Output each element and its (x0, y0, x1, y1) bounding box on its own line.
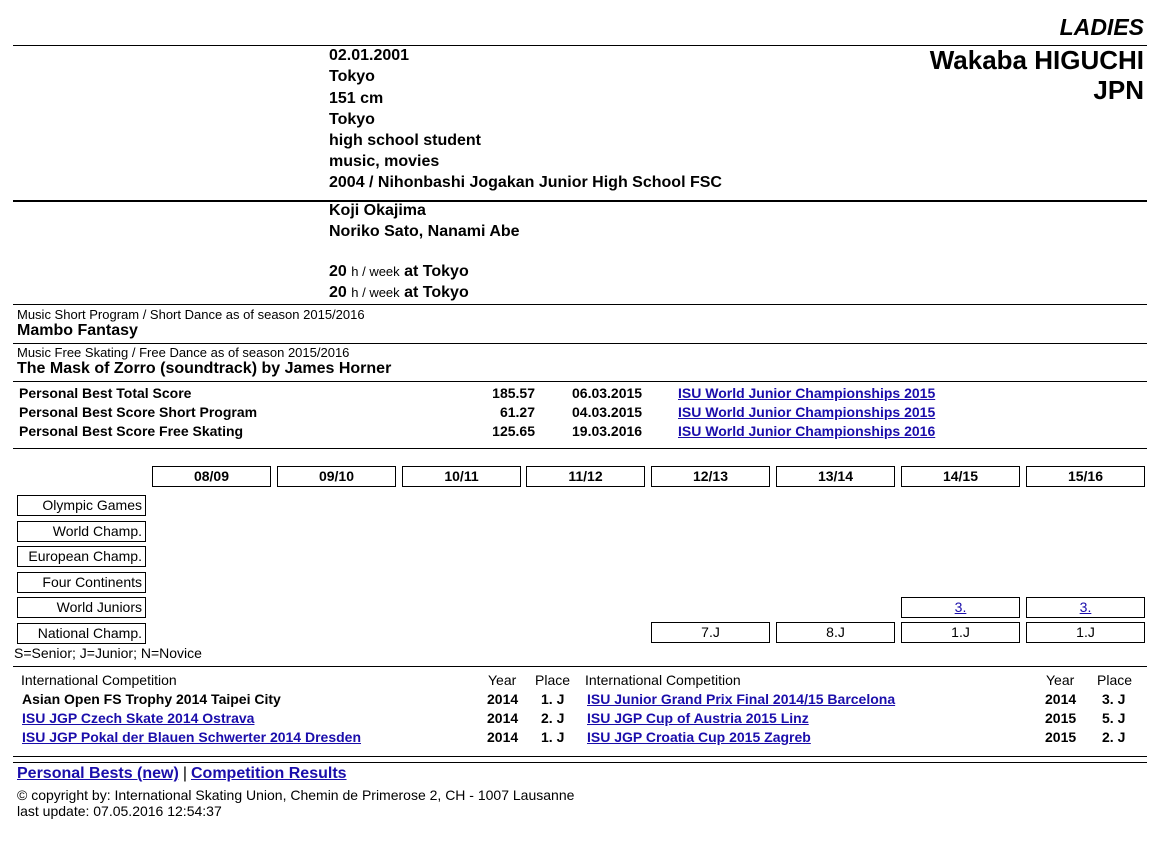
practice-high-hours: 20 (329, 284, 347, 301)
choreographer-value: Noriko Sato, Nanami Abe (329, 223, 520, 240)
category-title: LADIES (1059, 14, 1144, 40)
intl-comp-year: 2014 (487, 691, 519, 707)
last-update-text: last update: 07.05.2016 12:54:37 (17, 803, 222, 819)
legend: S=Senior; J=Junior; N=Novice (14, 645, 202, 661)
champ-label-four-continents: Four Continents (17, 572, 146, 593)
intl-comp-place: 2. J (1102, 729, 1126, 745)
practice-low-place: at Tokyo (404, 263, 469, 280)
skater-country: JPN (1093, 75, 1144, 105)
champ-label-olympic: Olympic Games (17, 495, 146, 516)
bio-value: Tokyo (329, 111, 375, 128)
intl-comp-link[interactable]: ISU Junior Grand Prix Final 2014/15 Barcelona (587, 691, 896, 707)
music-sp-caption: Music Short Program / Short Dance as of season 2015/2016 (17, 307, 365, 322)
intl-header-competition: International Competition (21, 672, 177, 688)
season-cell: 11/12 (526, 466, 645, 487)
pb-date: 19.03.2016 (572, 423, 643, 439)
footer-links (17, 765, 347, 783)
practice-high-value (329, 284, 469, 302)
divider (13, 762, 1147, 763)
pb-date: 04.03.2015 (572, 404, 643, 420)
bio-value: 2004 / Nihonbashi Jogakan Junior High School FSC (329, 174, 722, 191)
intl-comp-place: 2. J (541, 710, 565, 726)
intl-comp-year: 2015 (1045, 729, 1077, 745)
intl-header-place: Place (535, 672, 571, 688)
divider (13, 304, 1147, 305)
champ-label-national: National Champ. (17, 623, 146, 644)
practice-low-unit: h / week (351, 264, 400, 279)
divider (13, 448, 1147, 449)
pb-score: 61.27 (499, 404, 535, 420)
champ-label-european: European Champ. (17, 546, 146, 567)
season-cell: 09/10 (277, 466, 396, 487)
result-link[interactable]: 3. (1079, 599, 1092, 615)
pb-score: 125.65 (492, 423, 535, 439)
divider (13, 343, 1147, 344)
result-cell: 7.J (651, 622, 770, 643)
pb-row (19, 404, 1139, 423)
bio-value: 151 cm (329, 90, 384, 107)
copyright-text: © copyright by: International Skating Union, Chemin de Primerose 2, CH - 1007 Lausanne (17, 787, 575, 803)
result-link[interactable]: 3. (954, 599, 967, 615)
pb-date: 06.03.2015 (572, 385, 643, 401)
result-cell[interactable] (1026, 597, 1145, 618)
skater-name: Wakaba HIGUCHI (929, 45, 1144, 75)
pb-event-link[interactable]: ISU World Junior Championships 2015 (678, 404, 936, 420)
result-cell[interactable] (901, 597, 1020, 618)
bio-value: 02.01.2001 (329, 47, 410, 64)
champ-label-world: World Champ. (17, 521, 146, 542)
season-cell: 12/13 (651, 466, 770, 487)
practice-high-unit: h / week (351, 285, 400, 300)
result-cell: 1.J (901, 622, 1020, 643)
intl-comp-year: 2014 (487, 729, 519, 745)
intl-comp-link[interactable]: ISU JGP Czech Skate 2014 Ostrava (22, 710, 255, 726)
personal-bests-link[interactable]: Personal Bests (new) (17, 765, 179, 782)
champ-label-world-juniors: World Juniors (17, 597, 146, 618)
music-sp-title: Mambo Fantasy (17, 322, 138, 339)
divider (13, 200, 1147, 202)
season-cell: 14/15 (901, 466, 1020, 487)
practice-low-hours: 20 (329, 263, 347, 280)
divider (13, 756, 1147, 757)
intl-comp-name: Asian Open FS Trophy 2014 Taipei City (22, 691, 281, 707)
skater-name-block (930, 45, 1144, 105)
pb-row (19, 423, 1139, 442)
intl-header-place: Place (1097, 672, 1133, 688)
divider (13, 381, 1147, 382)
season-cell: 13/14 (776, 466, 895, 487)
intl-header-year: Year (488, 672, 517, 688)
intl-comp-place: 1. J (541, 729, 565, 745)
competition-results-link[interactable]: Competition Results (190, 765, 347, 782)
intl-comp-link[interactable]: ISU JGP Croatia Cup 2015 Zagreb (587, 729, 811, 745)
pb-score: 185.57 (492, 385, 535, 401)
bio-value: Tokyo (329, 68, 375, 85)
intl-comp-link[interactable]: ISU JGP Cup of Austria 2015 Linz (587, 710, 809, 726)
practice-high-place: at Tokyo (404, 284, 469, 301)
intl-comp-place: 5. J (1102, 710, 1126, 726)
season-cell: 10/11 (402, 466, 521, 487)
intl-comp-link[interactable]: ISU JGP Pokal der Blauen Schwerter 2014 Dresden (22, 729, 362, 745)
pb-event-link[interactable]: ISU World Junior Championships 2015 (678, 385, 936, 401)
pb-label: Personal Best Score Free Skating (19, 423, 244, 439)
music-fs-title: The Mask of Zorro (soundtrack) by James Horner (17, 360, 392, 377)
season-cell: 15/16 (1026, 466, 1145, 487)
intl-comp-year: 2014 (1045, 691, 1077, 707)
intl-header-competition: International Competition (585, 672, 741, 688)
intl-comp-year: 2014 (487, 710, 519, 726)
divider (13, 666, 1147, 667)
intl-comp-place: 3. J (1102, 691, 1126, 707)
intl-header-year: Year (1046, 672, 1075, 688)
footer-separator: | (182, 765, 187, 782)
intl-comp-year: 2015 (1045, 710, 1077, 726)
music-fs-caption: Music Free Skating / Free Dance as of season 2015/2016 (17, 345, 350, 360)
season-cell: 08/09 (152, 466, 271, 487)
intl-comp-place: 1. J (541, 691, 565, 707)
practice-low-value (329, 263, 469, 281)
bio-value: high school student (329, 132, 481, 149)
pb-label: Personal Best Score Short Program (19, 404, 258, 420)
coach-value: Koji Okajima (329, 202, 426, 219)
result-cell: 8.J (776, 622, 895, 643)
result-cell: 1.J (1026, 622, 1145, 643)
pb-label: Personal Best Total Score (19, 385, 192, 401)
pb-row (19, 385, 1139, 404)
bio-value: music, movies (329, 153, 440, 170)
pb-event-link[interactable]: ISU World Junior Championships 2016 (678, 423, 936, 439)
